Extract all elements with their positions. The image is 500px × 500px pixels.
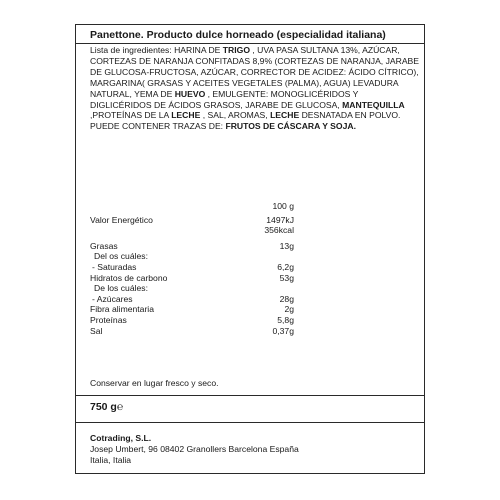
nutrition-table (90, 201, 420, 336)
nutrient-value: 13g (279, 240, 294, 251)
nutrient-label: - Azúcares (92, 293, 133, 304)
allergen-highlight: TRIGO (222, 45, 251, 55)
company-country: Italia, Italia (90, 455, 132, 465)
nutrient-value: 6,2g (277, 261, 294, 272)
nutrient-value: 1497kJ (266, 214, 294, 225)
nutrient-value: 356kcal (264, 225, 294, 236)
nutrient-label: Hidratos de carbono (90, 272, 168, 283)
company-name: Cotrading, S.L. (90, 433, 152, 443)
product-label (75, 24, 425, 474)
allergen-highlight: MANTEQUILLA (342, 99, 405, 110)
nutrient-label: Grasas (90, 240, 118, 251)
net-weight: 750 g℮ (90, 401, 124, 413)
ingredient-text: Lista de ingredientes: HARINA DE (90, 45, 223, 55)
nutrient-label: - Saturadas (92, 261, 137, 272)
ingredient-text: , EMULGENTE: MONOGLICÉRIDOS Y DIGLICÉRIDOS DE ÁCIDOS GRASOS, JARABE DE GLUCOSA, (90, 88, 359, 110)
nutrient-value: 0,37g (272, 325, 294, 336)
ingredient-text: , UVA PASA SULTANA 13%, AZÚCAR, CORTEZAS DE NARANJA CONFITADAS 8,9% (CORTEZAS DE NARANJA, JARABE DE GLUCOSA-FRUCTOSA, AZÚCAR, CORRECTOR DE ACIDEZ: ÁCIDO CÍTRICO), MARGARINA( GRASAS Y ACEITES VEGETALES (PALMA), AGUA) LEVADURA NATURAL, YEMA DE (90, 45, 420, 99)
ingredient-text: DESNATADA EN POLVO. PUEDE CONTENER TRAZAS DE: (90, 110, 401, 132)
nutrient-label: Del os cuáles: (94, 251, 148, 262)
nutrition-row (90, 326, 420, 337)
nutrition-row (90, 273, 420, 284)
storage-instructions: Conservar en lugar fresco y seco. (90, 378, 219, 388)
nutrient-label: Sal (90, 325, 103, 336)
nutrient-value: 2g (284, 304, 294, 315)
allergen-highlight: FRUTOS DE CÁSCARA Y SOJA. (225, 121, 356, 132)
nutrition-row (90, 294, 420, 305)
nutrient-label: Fibra alimentaria (90, 304, 154, 315)
nutrition-row (90, 251, 420, 262)
nutrition-row (90, 315, 420, 326)
nutrition-row (90, 283, 420, 294)
allergen-highlight: LECHE (171, 110, 201, 121)
nutrition-row (90, 304, 420, 315)
ingredient-text: , SAL, AROMAS, (200, 110, 271, 121)
company-address: Josep Umbert, 96 08402 Granollers Barcelona España (90, 444, 299, 454)
ingredient-text: ,PROTEÍNAS DE LA (90, 110, 172, 121)
company-info (90, 433, 299, 466)
product-title: Panettone. Producto dulce horneado (especialidad italiana) (90, 29, 386, 41)
nutrition-row (90, 262, 420, 273)
nutrient-label: Proteínas (90, 314, 127, 325)
nutrient-value: 53g (279, 272, 294, 283)
allergen-highlight: LECHE (270, 110, 300, 121)
nutrition-row (90, 225, 420, 236)
title-divider (76, 43, 424, 44)
nutrient-label: De los cuáles: (94, 283, 148, 294)
nutrient-label: Valor Energético (90, 214, 153, 225)
weight-divider (76, 422, 424, 423)
nutrition-row (90, 215, 420, 226)
nutrient-value: 28g (279, 293, 294, 304)
nutrition-row (90, 241, 420, 252)
nutrition-header: 100 g (272, 201, 294, 211)
nutrient-value: 5,8g (277, 314, 294, 325)
allergen-highlight: HUEVO (174, 88, 206, 99)
ingredients-list (90, 45, 420, 132)
storage-divider (76, 395, 424, 396)
nutrition-header-row (90, 201, 420, 212)
